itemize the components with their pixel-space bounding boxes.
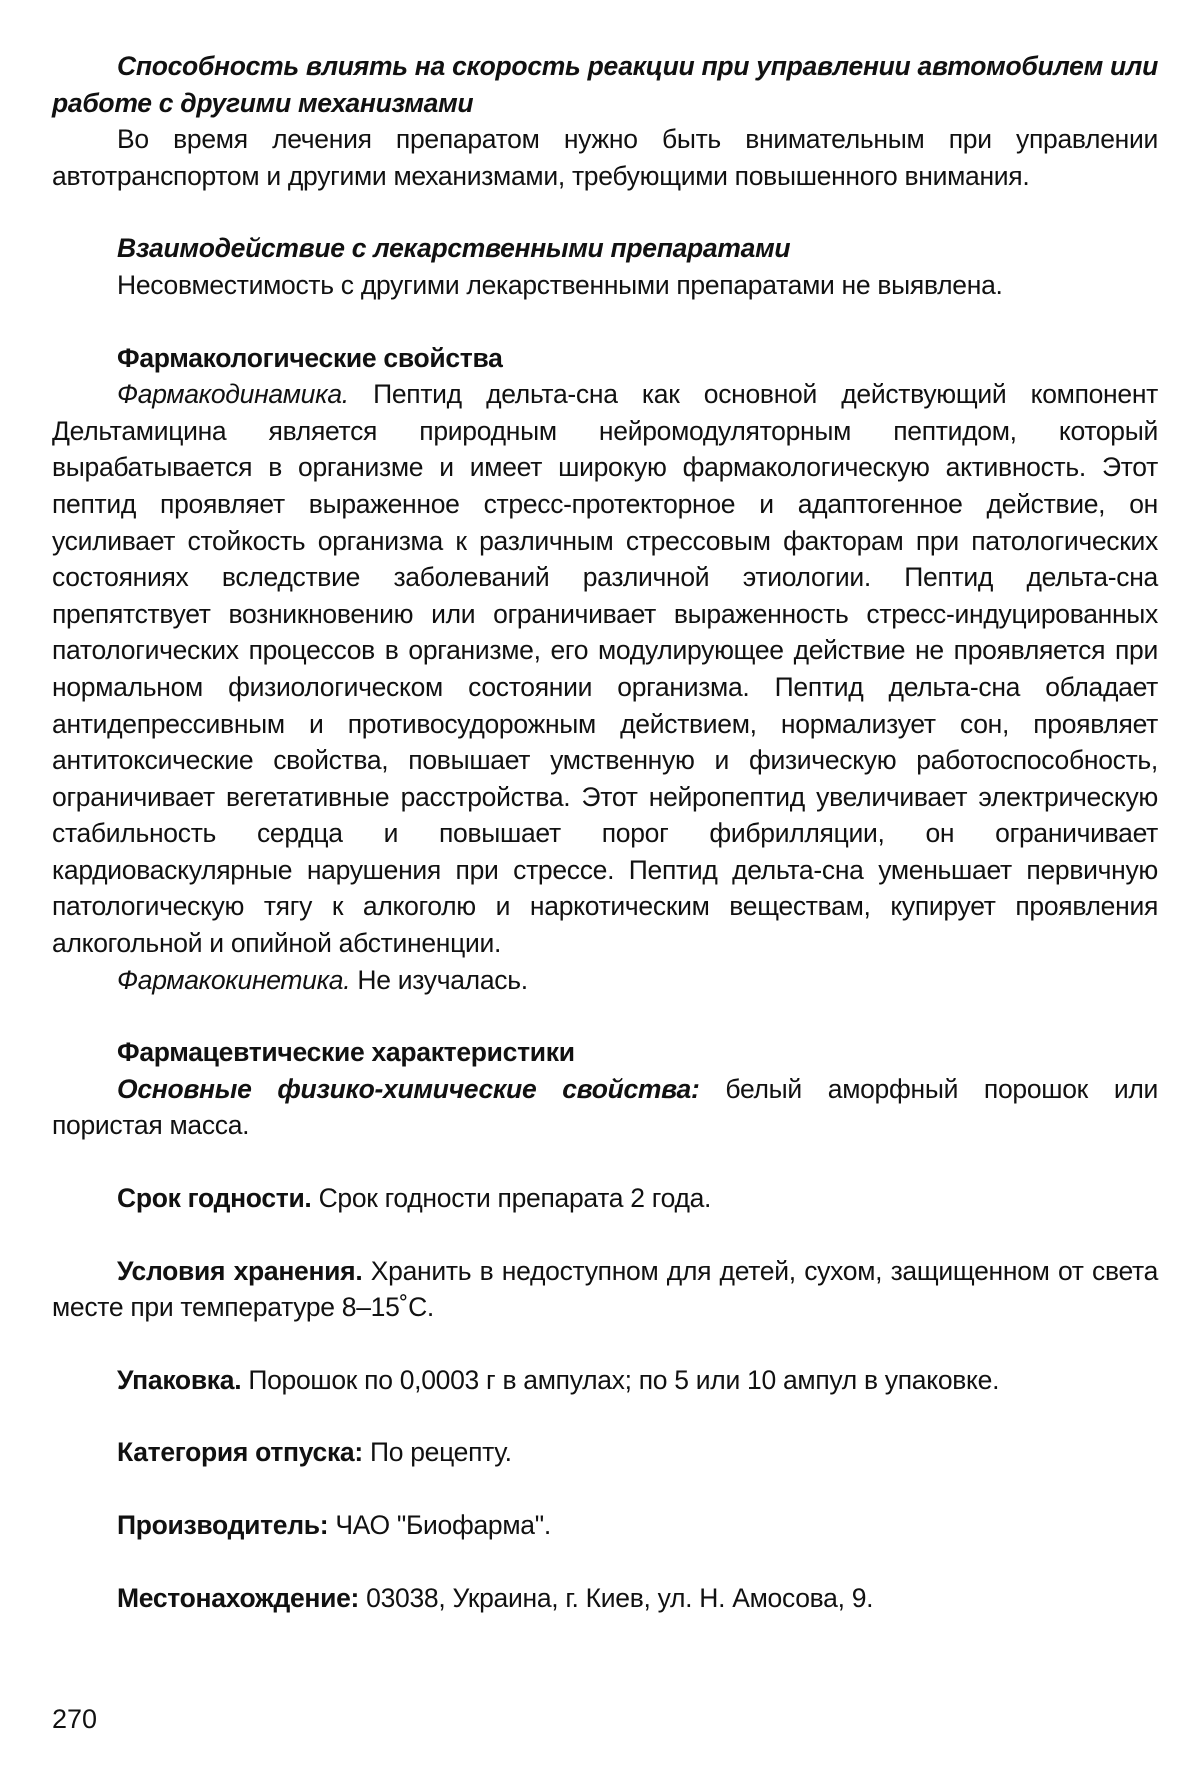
physchem-text: белый аморфный порошок или пористая масса. xyxy=(52,1073,1158,1141)
storage-label: Условия хранения. xyxy=(117,1255,363,1286)
dispensing-label: Категория отпуска: xyxy=(117,1437,363,1468)
pharmacokinetics-text: Не изучалась. xyxy=(350,964,528,995)
spacer xyxy=(52,998,1158,1034)
pharmacology-heading: Фармакологические свойства xyxy=(117,342,503,373)
dispensing-paragraph xyxy=(52,1434,1158,1471)
document-page xyxy=(52,48,1158,1616)
shelf-life-text: Срок годности препарата 2 года. xyxy=(311,1183,712,1214)
page-number: 270 xyxy=(52,1704,98,1734)
spacer xyxy=(52,1471,1158,1507)
spacer xyxy=(52,304,1158,340)
storage-paragraph xyxy=(52,1253,1158,1326)
interactions-text: Несовместимость с другими лекарственными препаратами не выявлена. xyxy=(117,269,1003,300)
pharmaceutical-heading: Фармацевтические характеристики xyxy=(117,1037,575,1068)
pharmacodynamics-text: Пептид дельта-сна как основной действующий компонент Дельтамицина является природным нейромодуляторным пептидом, который вырабатывается в организме и имеет широкую фармакологическую активность. Этот пептид проявляет выраженное стресс-протекторное и адаптогенное действие, он усиливает стойкость организма к различным стрессовым факторам при патологических состояниях вследствие заболеваний различной этиологии. Пептид дельта-сна препятствует возникновению или ограничивает выраженность стресс-индуцированных патологических процессов в организме, его модулирующее действие не проявляется при нормальном физиологическом состоянии организма. Пептид дельта-сна обладает антидепрессивным и противосудорожным действием, нормализует сон, проявляет антитоксические свойства, повышает умственную и физическую работоспособность, ограничивает вегетативные расстройства. Этот нейропептид увеличивает электрическую стабильность сердца и повышает порог фибрилляции, он ограничивает кардиоваскулярные нарушения при стрессе. Пептид дельта-сна уменьшает первичную патологическую тягу к алкоголю и наркотическим веществам, купирует проявления алкогольной и опийной абстиненции. xyxy=(52,379,1158,959)
interactions-heading: Взаимодействие с лекарственными препаратами xyxy=(117,233,791,264)
dispensing-text: По рецепту. xyxy=(362,1437,512,1468)
storage-text: Хранить в недоступном для детей, сухом, защищенном от света месте при температуре 8–15˚С. xyxy=(52,1255,1159,1323)
driving-heading: Способность влиять на скорость реакции при управлении автомобилем или работе с другими механизмами xyxy=(52,51,1158,118)
spacer xyxy=(52,1217,1158,1253)
manufacturer-label: Производитель: xyxy=(117,1510,329,1540)
location-label: Местонахождение: xyxy=(117,1582,360,1613)
manufacturer-paragraph xyxy=(52,1507,1158,1544)
pharmacodynamics-label: Фармакодинамика. xyxy=(117,379,349,410)
packaging-paragraph xyxy=(52,1362,1158,1399)
packaging-text: Порошок по 0,0003 г в ампулах; по 5 или 10 ампул в упаковке. xyxy=(241,1364,1000,1395)
spacer xyxy=(52,1144,1158,1180)
shelf-life-label: Срок годности. xyxy=(117,1183,312,1214)
physchem-paragraph xyxy=(52,1071,1158,1144)
pharmacodynamics-paragraph xyxy=(52,376,1158,962)
driving-text: Во время лечения препаратом нужно быть внимательным при управлении автотранспортом и другими механизмами, требующими повышенного внимания. xyxy=(52,124,1158,191)
spacer xyxy=(52,194,1158,230)
shelf-life-paragraph xyxy=(52,1180,1158,1217)
spacer xyxy=(52,1326,1158,1362)
manufacturer-text: ЧАО "Биофарма". xyxy=(328,1510,551,1540)
spacer xyxy=(52,1398,1158,1434)
spacer xyxy=(52,1544,1158,1580)
packaging-label: Упаковка. xyxy=(117,1364,242,1395)
pharmacokinetics-label: Фармакокинетика. xyxy=(117,964,351,995)
physchem-label: Основные физико-химические свойства: xyxy=(117,1073,700,1104)
location-paragraph xyxy=(52,1580,1158,1617)
pharmacokinetics-paragraph xyxy=(52,962,1158,999)
location-text: 03038, Украина, г. Киев, ул. Н. Амосова, 9. xyxy=(359,1582,874,1613)
